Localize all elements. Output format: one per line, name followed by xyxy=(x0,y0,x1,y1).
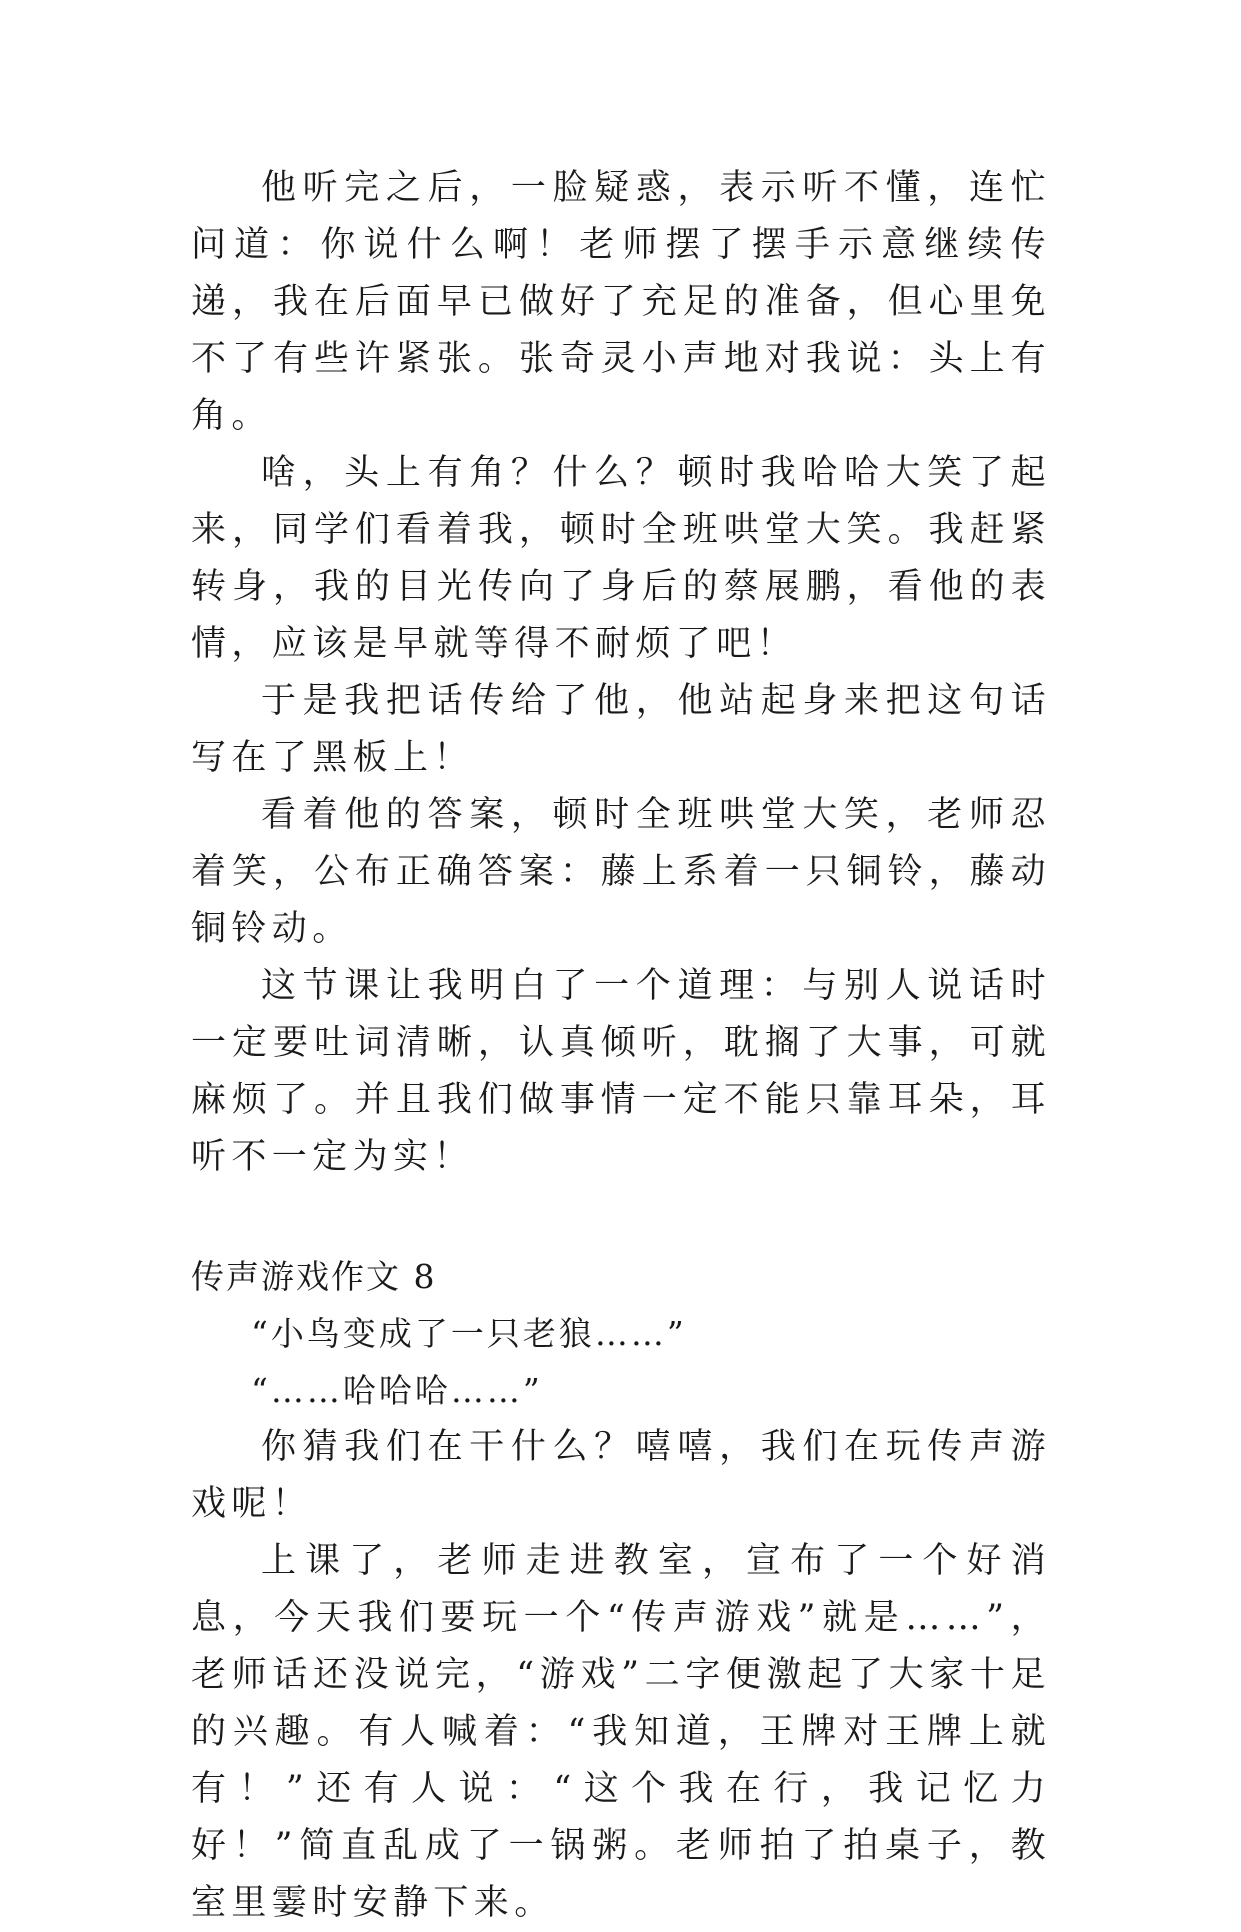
paragraph: 他听完之后，一脸疑惑，表示听不懂，连忙问道：你说什么啊！老师摆了摆手示意继续传递，我在后面早已做好了充足的准备，但心里免不了有些许紧张。张奇灵小声地对我说：头上有角。 xyxy=(191,168,1051,436)
paragraph: 于是我把话传给了他，他站起身来把这句话写在了黑板上！ xyxy=(191,681,1051,778)
document-page xyxy=(191,160,1051,1932)
paragraph: 你猜我们在干什么？嘻嘻，我们在玩传声游戏呢！ xyxy=(191,1427,1051,1524)
paragraph: 这节课让我明白了一个道理：与别人说话时一定要吐词清晰，认真倾听，耽搁了大事，可就麻烦了。并且我们做事情一定不能只靠耳朵，耳听不一定为实！ xyxy=(191,966,1051,1177)
quote-line: “……哈哈哈……” xyxy=(251,1371,543,1410)
quote-line: “小鸟变成了一只老狼……” xyxy=(251,1314,687,1353)
paragraph: 啥，头上有角？什么？顿时我哈哈大笑了起来，同学们看着我，顿时全班哄堂大笑。我赶紧转身，我的目光传向了身后的蔡展鹏，看他的表情，应该是早就等得不耐烦了吧！ xyxy=(191,453,1051,664)
paragraph: 上课了，老师走进教室，宣布了一个好消息，今天我们要玩一个“传声游戏”就是……”，老师话还没说完，“游戏”二字便激起了大家十足的兴趣。有人喊着：“我知道，王牌对王牌上就有！”还有人说：“这个我在行，我记忆力好！”简直乱成了一锅粥。老师拍了拍桌子，教室里霎时安静下来。 xyxy=(191,1541,1051,1923)
paragraph: 看着他的答案，顿时全班哄堂大笑，老师忍着笑，公布正确答案：藤上系着一只铜铃，藤动铜铃动。 xyxy=(191,795,1051,949)
section-title: 传声游戏作文 8 xyxy=(191,1257,437,1296)
